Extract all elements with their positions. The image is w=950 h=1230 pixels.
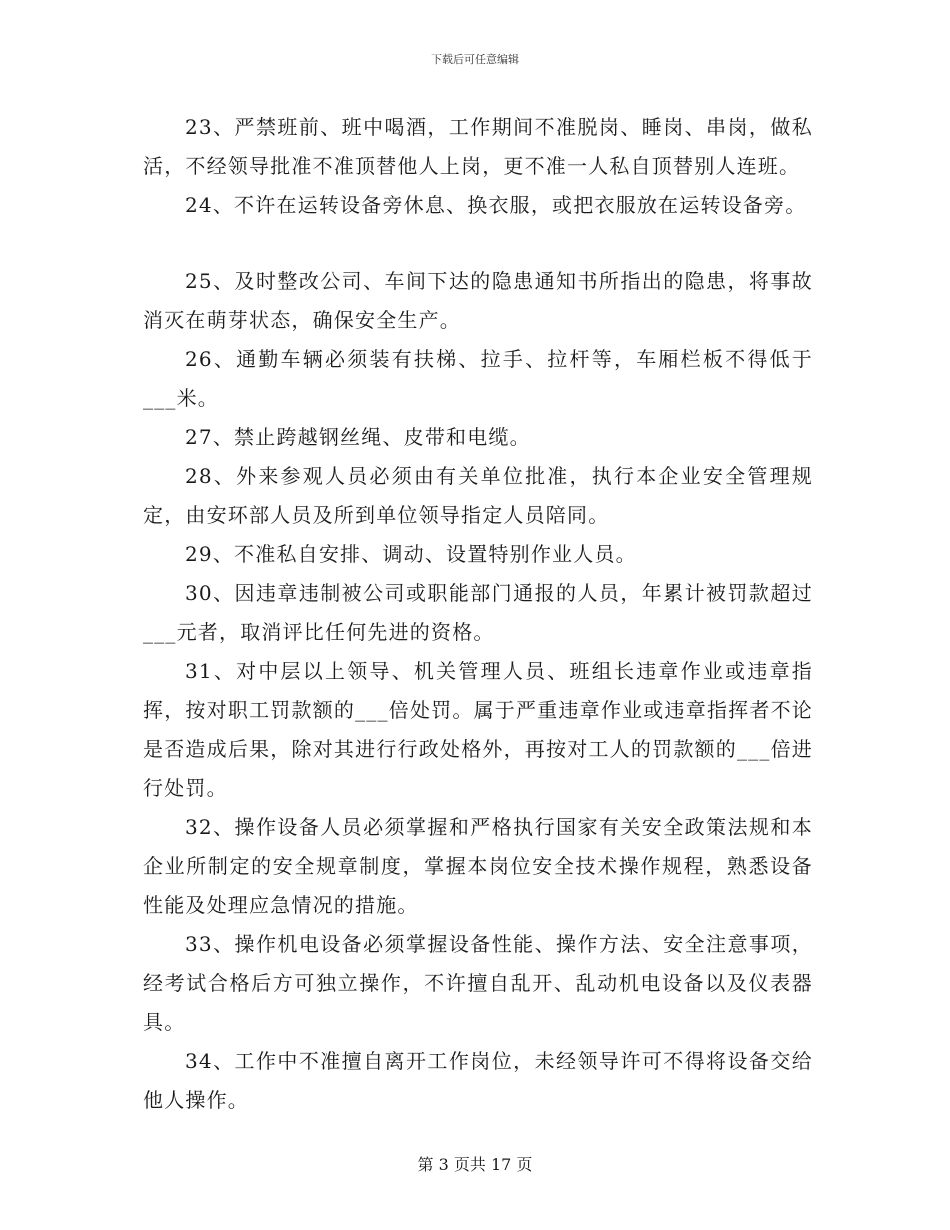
paragraph-30: 30、因违章违制被公司或职能部门通报的人员，年累计被罚款超过___元者，取消评比任何先进的资格。 <box>143 581 813 644</box>
paragraph-31: 31、对中层以上领导、机关管理人员、班组长违章作业或违章指挥，按对职工罚款额的___倍处罚。属于严重违章作业或违章指挥者不论是否造成后果，除对其进行行政处格外，再按对工人的罚款额的___倍进行处罚。 <box>143 659 813 800</box>
page-number: 第 3 页共 17 页 <box>417 1155 533 1174</box>
paragraph-23: 23、严禁班前、班中喝酒，工作期间不准脱岗、睡岗、串岗，做私活，不经领导批准不准顶替他人上岗，更不准一人私自顶替别人连班。 <box>143 115 813 178</box>
paragraph-32: 32、操作设备人员必须掌握和严格执行国家有关安全政策法规和本企业所制定的安全规章制度，掌握本岗位安全技术操作规程，熟悉设备性能及处理应急情况的措施。 <box>143 815 813 917</box>
paragraph-34: 34、工作中不准擅自离开工作岗位，未经领导许可不得将设备交给他人操作。 <box>143 1049 813 1112</box>
paragraph-26: 26、通勤车辆必须装有扶梯、拉手、拉杆等，车厢栏板不得低于___米。 <box>143 347 813 410</box>
paragraph-33: 33、操作机电设备必须掌握设备性能、操作方法、安全注意事项，经考试合格后方可独立操作，不许擅自乱开、乱动机电设备以及仪表器具。 <box>143 932 813 1034</box>
paragraph-28: 28、外来参观人员必须由有关单位批准，执行本企业安全管理规定，由安环部人员及所到单位领导指定人员陪同。 <box>143 464 813 527</box>
paragraph-27: 27、禁止跨越钢丝绳、皮带和电缆。 <box>185 425 531 449</box>
paragraph-24: 24、不许在运转设备旁休息、换衣服，或把衣服放在运转设备旁。 <box>185 193 807 217</box>
paragraph-29: 29、不准私自安排、调动、设置特别作业人员。 <box>185 542 637 566</box>
document-body <box>143 108 813 1120</box>
paragraph-25: 25、及时整改公司、车间下达的隐患通知书所指出的隐患，将事故消灭在萌芽状态，确保安全生产。 <box>143 269 813 332</box>
page-header: 下载后可任意编辑 <box>431 53 519 66</box>
